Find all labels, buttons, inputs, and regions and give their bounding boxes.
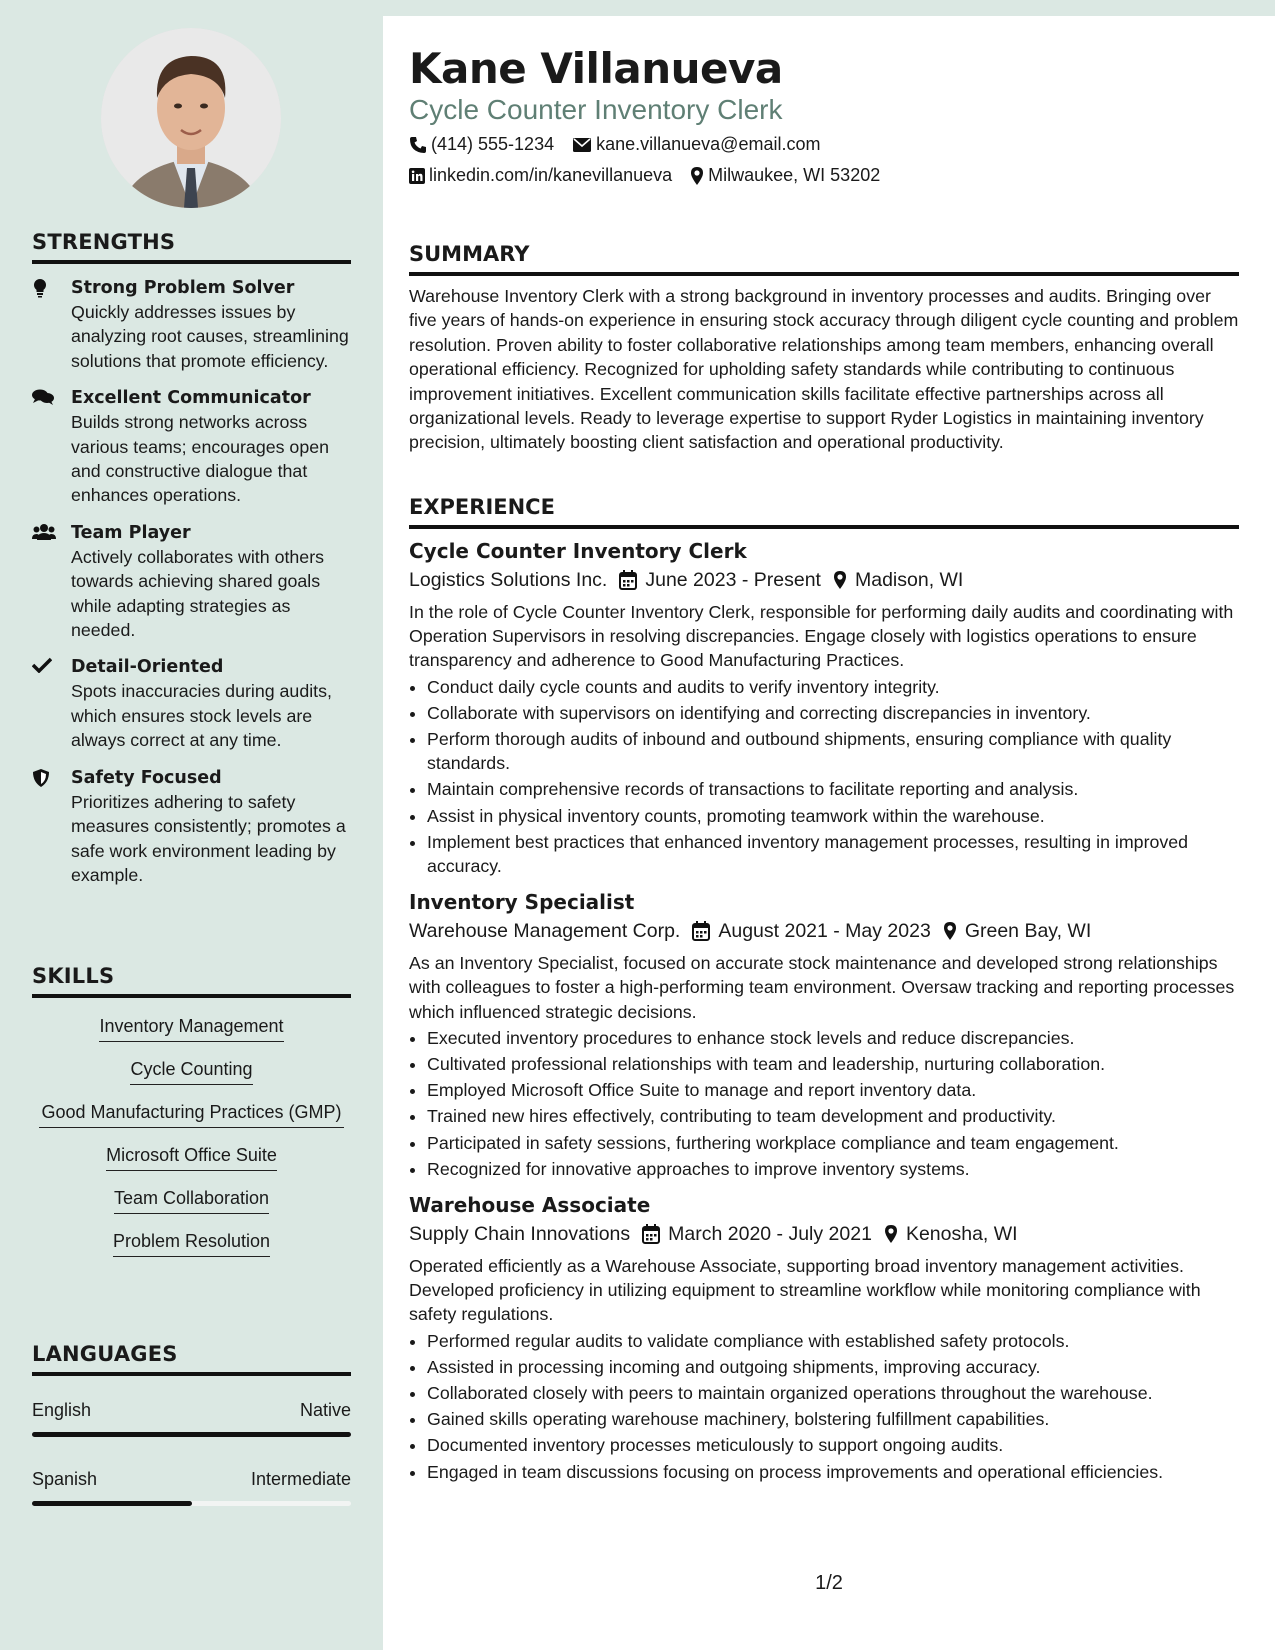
list-item: • Documented inventory processes meticulously to support ongoing audits. bbox=[427, 1433, 1239, 1457]
calendar-icon bbox=[642, 1224, 660, 1244]
main-content bbox=[383, 16, 1275, 1650]
map-pin-icon bbox=[884, 1224, 898, 1244]
language-item bbox=[32, 1467, 351, 1506]
calendar-icon bbox=[619, 570, 637, 590]
list-item: • Trained new hires effectively, contributing to team development and productivity. bbox=[427, 1104, 1239, 1128]
list-item: • Performed regular audits to validate compliance with established safety protocols. bbox=[427, 1329, 1239, 1353]
job-bullets bbox=[409, 1026, 1239, 1181]
job-description: As an Inventory Specialist, focused on accurate stock maintenance and developed strong relationships with colleagues to foster a high-performing team environment. Oversaw tracking and reporting processes which influenced strategic decisions. bbox=[409, 953, 1235, 1022]
map-pin-icon bbox=[833, 570, 847, 590]
language-proficiency-bar bbox=[32, 1432, 351, 1437]
email-text: kane.villanueva@email.com bbox=[596, 134, 821, 154]
job-bullets bbox=[409, 675, 1239, 879]
contact-location bbox=[690, 165, 880, 186]
experience-heading: EXPERIENCE bbox=[409, 495, 1239, 529]
calendar-icon bbox=[692, 921, 710, 941]
candidate-name: Kane Villanueva bbox=[409, 44, 783, 93]
strength-item bbox=[32, 655, 351, 752]
summary-section bbox=[409, 242, 1239, 455]
list-item: • Participated in safety sessions, furthering workplace compliance and team engagement. bbox=[427, 1131, 1239, 1155]
map-pin-icon bbox=[943, 921, 957, 941]
contact-row bbox=[409, 134, 838, 155]
phone-text: (414) 555-1234 bbox=[431, 134, 555, 154]
strength-title: Strong Problem Solver bbox=[71, 278, 295, 298]
job-entry bbox=[409, 1191, 1239, 1484]
summary-text: Warehouse Inventory Clerk with a strong background in inventory processes and audits. Bringing over five years of hands-on experience in ensuring stock accuracy through diligent cycle counting and problem resolution. Proven ability to foster collaborative relationships among team members, enhancing overall operational efficiency. Recognized for upholding safety standards while contributing to continuous improvement initiatives. Excellent communication skills facilitate effective partnerships across all organizational levels. Ready to leverage expertise to support Ryder Logistics in maintaining inventory precision, ultimately boosting client satisfaction and operational productivity. bbox=[409, 286, 1239, 453]
strength-title: Detail-Oriented bbox=[71, 657, 224, 678]
job-meta bbox=[409, 1219, 1239, 1249]
list-item: • Collaborated closely with peers to maintain organized operations throughout the warehouse. bbox=[427, 1381, 1239, 1405]
summary-heading: SUMMARY bbox=[409, 242, 1239, 276]
skills-section bbox=[32, 964, 351, 1272]
strength-item bbox=[32, 386, 351, 508]
strength-item bbox=[32, 521, 351, 643]
chat-bubbles-icon bbox=[32, 388, 54, 408]
language-level: Native bbox=[299, 1400, 351, 1420]
shield-icon bbox=[32, 768, 54, 788]
job-meta bbox=[409, 565, 1239, 595]
skill-item: Inventory Management bbox=[99, 1014, 283, 1042]
job-description: Operated efficiently as a Warehouse Associate, supporting broad inventory management activities. Developed proficiency in utilizing equipment to streamline workflow while monitoring compliance with safety regulations. bbox=[409, 1256, 1201, 1325]
job-dates: June 2023 - Present bbox=[645, 569, 821, 591]
skill-item: Team Collaboration bbox=[114, 1186, 269, 1214]
list-item: • Engaged in team discussions focusing on process improvements and operational efficiencies. bbox=[427, 1460, 1239, 1484]
strengths-section bbox=[32, 230, 351, 887]
job-location: Madison, WI bbox=[854, 569, 964, 591]
language-level: Intermediate bbox=[250, 1469, 351, 1489]
envelope-icon bbox=[572, 137, 592, 153]
languages-heading: LANGUAGES bbox=[32, 1342, 351, 1376]
skill-item: Good Manufacturing Practices (GMP) bbox=[39, 1100, 344, 1128]
skill-item: Microsoft Office Suite bbox=[106, 1143, 277, 1171]
skills-list bbox=[32, 1014, 351, 1257]
strength-desc: Prioritizes adhering to safety measures consistently; promotes a safe work environment leading by example. bbox=[71, 791, 346, 885]
sidebar bbox=[0, 0, 383, 1650]
job-company: Warehouse Management Corp. bbox=[409, 920, 681, 943]
skills-heading: SKILLS bbox=[32, 964, 351, 998]
job-meta bbox=[409, 916, 1239, 946]
language-item bbox=[32, 1398, 351, 1437]
strength-item bbox=[32, 276, 351, 373]
language-name: Spanish bbox=[32, 1469, 98, 1489]
job-description: In the role of Cycle Counter Inventory Clerk, responsible for performing daily audits and coordinating with Operation Supervisors in resolving discrepancies. Engage closely with logistics operations to ensure transparency and adherence to Good Manufacturing Practices. bbox=[409, 602, 1234, 671]
checkmark-icon bbox=[32, 657, 54, 677]
language-proficiency-bar bbox=[32, 1501, 351, 1506]
strength-title: Team Player bbox=[71, 522, 191, 543]
job-company: Supply Chain Innovations bbox=[409, 1223, 631, 1246]
job-title: Warehouse Associate bbox=[409, 1193, 651, 1218]
list-item: • Assisted in processing incoming and outgoing shipments, improving accuracy. bbox=[427, 1355, 1239, 1379]
strength-desc: Actively collaborates with others towards achieving shared goals while adapting strategies as needed. bbox=[71, 546, 325, 641]
location-text: Milwaukee, WI 53202 bbox=[708, 165, 881, 185]
map-pin-icon bbox=[690, 166, 704, 186]
strength-desc: Builds strong networks across various teams; encourages open and constructive dialogue that enhances operations. bbox=[71, 412, 329, 506]
strength-desc: Quickly addresses issues by analyzing root causes, streamlining solutions that promote efficiency. bbox=[71, 302, 349, 371]
list-item: • Conduct daily cycle counts and audits to verify inventory integrity. bbox=[427, 675, 1239, 699]
profile-photo bbox=[101, 28, 281, 208]
job-location: Green Bay, WI bbox=[964, 920, 1092, 943]
strength-title: Safety Focused bbox=[71, 767, 222, 788]
job-bullets bbox=[409, 1329, 1239, 1484]
contact-email[interactable] bbox=[572, 134, 820, 155]
linkedin-text: linkedin.com/in/kanevillanueva bbox=[429, 165, 673, 185]
list-item: • Implement best practices that enhanced inventory management processes, resulting in improved accuracy. bbox=[427, 830, 1239, 878]
language-proficiency-fill bbox=[32, 1501, 192, 1506]
lightbulb-icon bbox=[32, 278, 54, 298]
phone-icon bbox=[409, 136, 427, 154]
list-item: • Executed inventory procedures to enhance stock levels and reduce discrepancies. bbox=[427, 1026, 1239, 1050]
job-dates: March 2020 - July 2021 bbox=[668, 1223, 872, 1246]
strength-title: Excellent Communicator bbox=[71, 388, 311, 409]
experience-section bbox=[409, 495, 1239, 1484]
contact-phone bbox=[409, 134, 554, 155]
contact-linkedin[interactable] bbox=[409, 165, 672, 186]
skill-item: Cycle Counting bbox=[130, 1057, 252, 1085]
list-item: • Maintain comprehensive records of transactions to facilitate reporting and analysis. bbox=[427, 777, 1239, 801]
job-company: Logistics Solutions Inc. bbox=[409, 569, 608, 591]
candidate-title: Cycle Counter Inventory Clerk bbox=[409, 94, 783, 125]
users-icon bbox=[32, 523, 54, 543]
strength-item bbox=[32, 766, 351, 888]
list-item: • Collaborate with supervisors on identifying and correcting discrepancies in inventory. bbox=[427, 701, 1239, 725]
job-title: Cycle Counter Inventory Clerk bbox=[409, 539, 747, 563]
contact-row bbox=[409, 165, 898, 186]
job-location: Kenosha, WI bbox=[905, 1223, 1018, 1246]
linkedin-icon bbox=[409, 168, 425, 184]
list-item: • Perform thorough audits of inbound and outbound shipments, ensuring compliance with quality standards. bbox=[427, 727, 1239, 775]
page-number: 1/2 bbox=[815, 1572, 843, 1594]
strength-desc: Spots inaccuracies during audits, which ensures stock levels are always correct at any time. bbox=[71, 681, 332, 751]
list-item: • Gained skills operating warehouse machinery, bolstering fulfillment capabilities. bbox=[427, 1407, 1239, 1431]
job-entry bbox=[409, 537, 1239, 878]
languages-section bbox=[32, 1342, 351, 1506]
list-item: • Recognized for innovative approaches to improve inventory systems. bbox=[427, 1157, 1239, 1181]
list-item: • Assist in physical inventory counts, promoting teamwork within the warehouse. bbox=[427, 804, 1239, 828]
list-item: • Cultivated professional relationships with team and leadership, nurturing collaboration. bbox=[427, 1052, 1239, 1076]
job-title: Inventory Specialist bbox=[409, 890, 635, 915]
skill-item: Problem Resolution bbox=[113, 1229, 270, 1257]
job-entry bbox=[409, 888, 1239, 1181]
strengths-heading: STRENGTHS bbox=[32, 230, 351, 264]
job-dates: August 2021 - May 2023 bbox=[718, 920, 931, 943]
language-proficiency-fill bbox=[32, 1432, 351, 1437]
language-name: English bbox=[32, 1400, 92, 1420]
list-item: • Employed Microsoft Office Suite to manage and report inventory data. bbox=[427, 1078, 1239, 1102]
